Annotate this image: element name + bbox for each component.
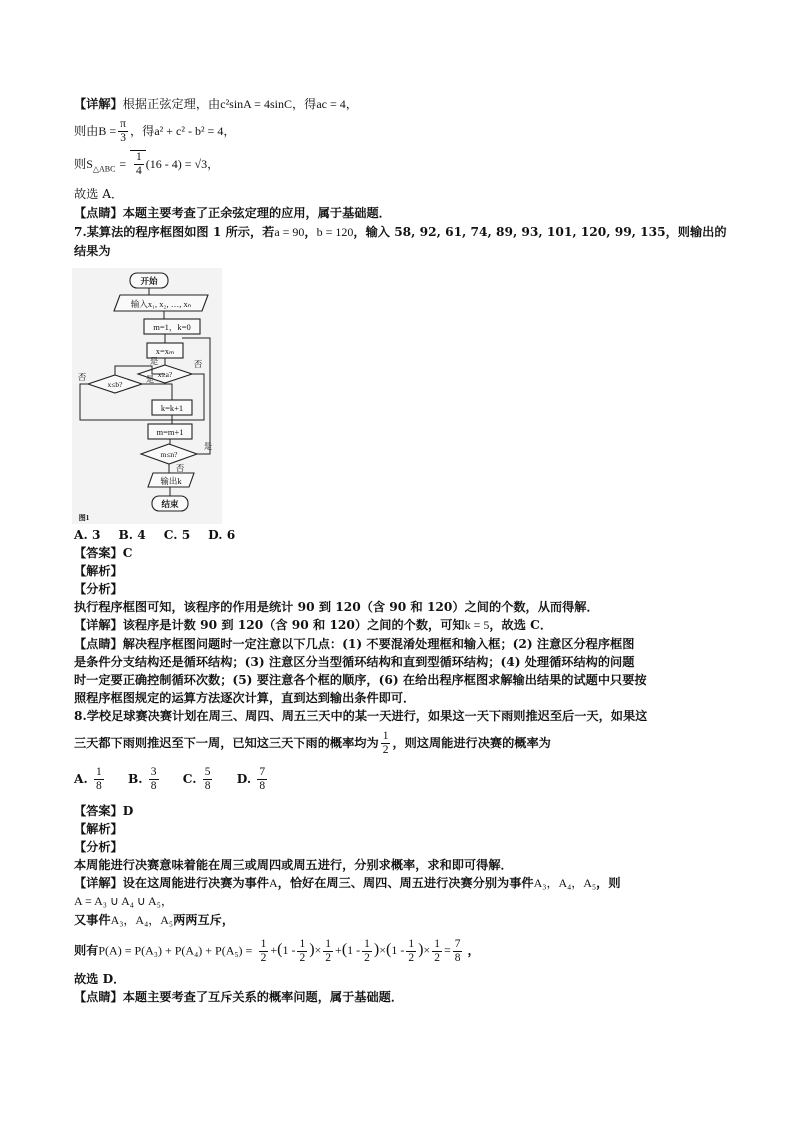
fraction-denominator: 2: [382, 744, 389, 756]
no-label: 否: [77, 372, 87, 382]
detail-tag: 【详解】: [74, 876, 123, 890]
fraction: [134, 151, 144, 178]
fraction-denominator: 8: [150, 780, 157, 792]
answer-value: D: [122, 804, 134, 818]
math-expression: k = 5: [464, 618, 490, 632]
q8-detail-line4: [74, 938, 480, 965]
q7-stem-line1: [74, 224, 727, 241]
fraction: [381, 730, 391, 757]
math-expression: A₃，A₄，A₅: [110, 913, 174, 927]
text: 两两互斥，: [173, 913, 235, 927]
fraction: [149, 766, 159, 793]
fenxi-tag: 【分析】: [74, 840, 123, 854]
fraction-numerator: π: [120, 118, 126, 130]
math-expression: A = A₃ ∪ A₄ ∪ A₅: [74, 894, 161, 908]
fraction: [94, 766, 104, 793]
flow-input-label: 输入x₁, x₂, …, xₙ: [130, 299, 192, 309]
text: ，则这周能进行决赛的概率为: [392, 736, 551, 750]
q8-detail-line2: [74, 893, 173, 910]
fraction: [118, 118, 128, 145]
flow-cond2-label: x≤b?: [107, 380, 123, 389]
text: 又事件: [74, 913, 111, 927]
remark-tag: 【点睛】: [74, 637, 123, 651]
remark-tag: 【点睛】: [74, 206, 123, 220]
fenxi-text: 执行程序框图可知，该程序的作用是统计 90 到 120（含 90 和 120）之间的个数，从而得解．: [74, 600, 599, 614]
math-expression: =: [119, 157, 127, 171]
figure-caption: 图1: [78, 514, 90, 522]
q8-stem-line1: 8.学校足球赛决赛计划在周三、周四、周五三天中的某一天进行，如果这一天下雨则推迟至后一天，如果这: [74, 709, 648, 723]
q6-line2: [74, 118, 236, 145]
subscript: △ABC: [92, 164, 116, 174]
math-expression: a² + c² - b² = 4: [154, 124, 224, 138]
flow-cond1-label: x≥a?: [157, 370, 173, 379]
fraction-numerator: 7: [259, 766, 266, 778]
math-expression: c²sinA = 4sinC: [220, 97, 292, 111]
text: ，故选 C．: [489, 618, 553, 632]
remark-text: 是条件分支结构还是循环结构；(3) 注意区分当型循环结构和直到型循环结构；(4) 处理循环结构的问题: [74, 655, 635, 669]
text: ，: [207, 157, 220, 171]
fenxi-tag: 【分析】: [74, 582, 123, 596]
math-expression: A₃，A₄，A₅: [533, 876, 597, 890]
text: ，输入 58, 92, 61, 74, 89, 93, 101, 120, 99, 135，则输出的: [353, 225, 727, 239]
option-c: C. 5: [163, 528, 191, 542]
analysis-tag: 【解析】: [74, 564, 123, 578]
math-expression: S: [86, 157, 93, 171]
fraction-numerator: 5: [204, 766, 211, 778]
remark-text: 本题主要考查了互斥关系的概率问题，属于基础题．: [122, 990, 404, 1004]
math-expression: P(A) = P(A₃) + P(A₄) + P(A₅) =: [98, 943, 253, 958]
text: ，得: [291, 97, 317, 111]
flow-inc-m-label: m=m+1: [156, 427, 184, 437]
text: ，: [160, 894, 174, 908]
text: ，: [345, 97, 358, 111]
remark-tag: 【点睛】: [74, 990, 123, 1004]
remark-text: 时一定要正确控制循环次数；(5) 要注意各个框的顺序，(6) 在给出程序框图求解输出结果的试题中只要按: [74, 673, 647, 687]
detail-tag: 【详解】: [74, 618, 123, 632]
text: ，恰好在周三、周四、周五进行决赛分别为事件: [277, 876, 534, 890]
q7-options: [74, 527, 253, 544]
option-a: [74, 766, 106, 793]
q8-answer: [74, 803, 133, 820]
option-label: A.: [74, 772, 88, 786]
q7-remark-1: [74, 636, 634, 653]
text: 根据正弦定理，由: [122, 97, 221, 111]
text: 该程序是计数 90 到 120（含 90 和 120）之间的个数，可知: [122, 618, 465, 632]
fraction-denominator: 4: [136, 165, 142, 177]
text: 则: [74, 157, 87, 171]
fraction-numerator: 1: [382, 730, 389, 742]
no-label: 否: [175, 463, 185, 473]
fraction-numerator: 1: [95, 766, 102, 778]
remark-text: 解决程序框图问题时一定注意以下几点：(1) 不要混淆处理框和输入框；(2) 注意区分程序框图: [122, 637, 635, 651]
q8-stem-line2: [74, 730, 551, 757]
option-c: [183, 766, 215, 793]
yes-label: 是: [203, 441, 213, 451]
fraction-denominator: 3: [120, 132, 126, 144]
option-b: [128, 766, 161, 793]
flow-cond3-label: m≤n?: [160, 450, 178, 459]
flow-end-label: 结束: [161, 499, 179, 509]
flow-inc-k-label: k=k+1: [160, 403, 184, 413]
option-d: D. 6: [208, 528, 236, 542]
q7-stem-line2: 结果为: [74, 244, 111, 258]
fraction: [257, 766, 267, 793]
q6-remark: [74, 205, 391, 222]
q6-detail-line: [74, 96, 358, 113]
answer-tag: 【答案】: [74, 804, 123, 818]
q6-line3: [74, 150, 219, 178]
math-expression: a = 90: [274, 225, 305, 239]
q8-remark: [74, 989, 403, 1006]
fenxi-text: 本周能进行决赛意味着能在周三或周四或周五进行，分别求概率，求和即可得解．: [74, 858, 513, 872]
fraction-denominator: 8: [204, 780, 211, 792]
q8-options: [74, 766, 287, 793]
q8-detail-line3: [74, 912, 234, 929]
text: ，得: [129, 124, 155, 138]
remark-text: 本题主要考查了正余弦定理的应用，属于基础题．: [122, 206, 391, 220]
yes-label: 是: [145, 374, 155, 384]
math-expression: b = 120: [316, 225, 354, 239]
text: 三天都下雨则推迟至下一周，已知这三天下雨的概率均为: [74, 736, 379, 750]
text: ，: [467, 943, 480, 958]
analysis-tag: 【解析】: [74, 822, 123, 836]
option-label: B.: [127, 772, 143, 786]
probability-sum-expression: $\frac{1}{2}$ +(1 - $\frac{1}{2}$ )× $\frac{1}{2}$ +(1 - $\frac{1}{2}$ )×(1 - $\frac{1}{2}$ )× $\frac{1}{2}$ = $\frac{7}{8}$: [260, 938, 461, 964]
fraction-numerator: 1: [136, 151, 142, 163]
math-expression: B =: [98, 124, 117, 138]
fraction-denominator: 8: [95, 780, 102, 792]
q7-detail: [74, 617, 552, 634]
option-label: D.: [236, 772, 252, 786]
q7-answer: [74, 545, 132, 562]
option-b: B. 4: [118, 528, 146, 542]
answer-value: C: [122, 546, 133, 560]
choose-line: 故选 A．: [74, 187, 124, 201]
fraction: [203, 766, 213, 793]
fraction-numerator: 3: [150, 766, 157, 778]
answer-tag: 【答案】: [74, 546, 123, 560]
choose-line: 故选 D．: [74, 972, 126, 986]
flow-output-label: 输出k: [160, 476, 182, 486]
math-expression: (16 - 4) = √3: [145, 157, 208, 171]
text: 则由: [74, 124, 99, 138]
math-expression: ac = 4: [316, 97, 346, 111]
fraction-denominator: 8: [259, 780, 266, 792]
flowchart-figure: [72, 268, 222, 524]
text: ，: [223, 124, 236, 138]
math-expression: A: [269, 876, 278, 890]
text: 则有: [74, 943, 99, 958]
text: 设在这周能进行决赛为事件: [122, 876, 269, 890]
remark-text: 照程序框图规定的运算方法逐次计算，直到达到输出条件即可．: [74, 691, 416, 705]
text: ，则: [596, 876, 621, 890]
flow-assign-label: x=xₘ: [155, 346, 175, 356]
option-a: A. 3: [74, 528, 101, 542]
no-label: 否: [193, 359, 203, 369]
flow-init-label: m=1，k=0: [153, 322, 191, 332]
option-d: [237, 766, 269, 793]
yes-label: 是: [149, 356, 159, 366]
q8-detail-line1: [74, 875, 621, 892]
flow-start-label: 开始: [140, 276, 158, 286]
sqrt-expression: [130, 150, 146, 178]
text: 7.某算法的程序框图如图 1 所示，若: [74, 225, 275, 239]
text: ，: [304, 225, 317, 239]
detail-tag: 【详解】: [74, 97, 123, 111]
option-label: C.: [182, 772, 197, 786]
